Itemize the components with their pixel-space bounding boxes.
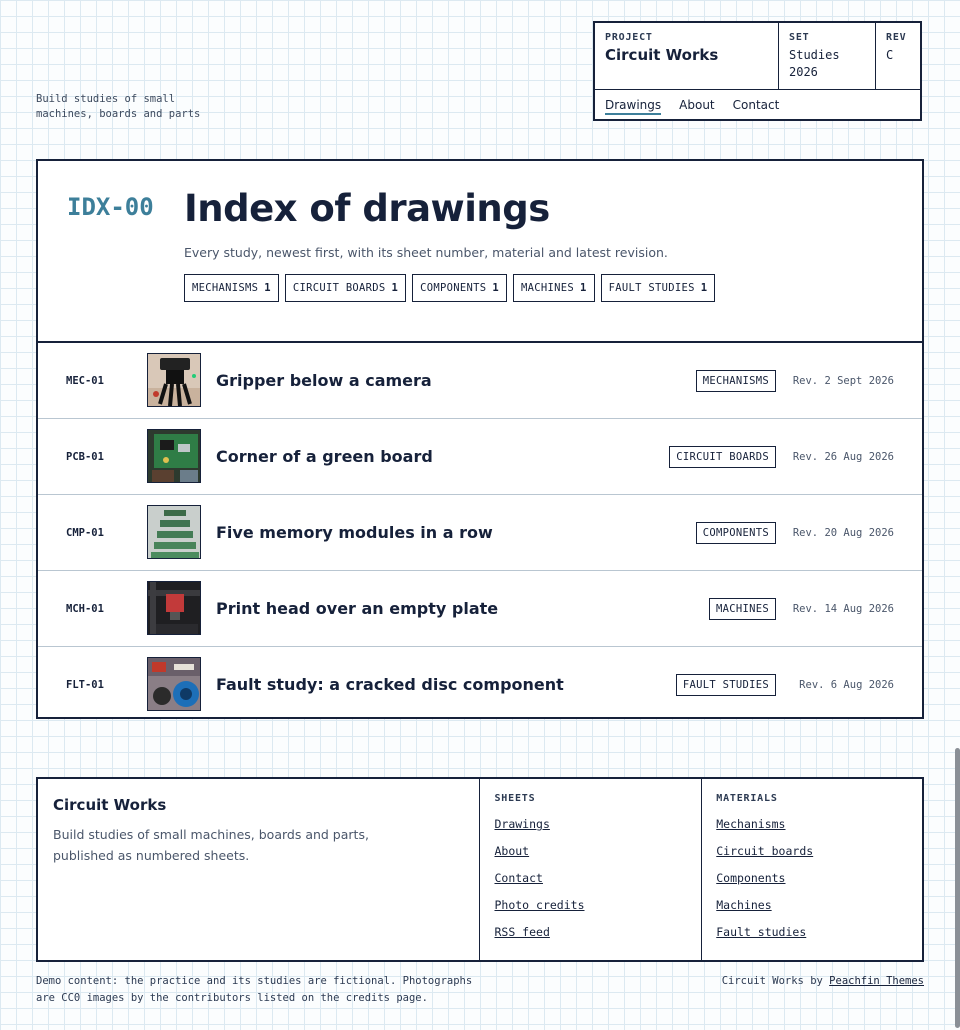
filter-label: CIRCUIT BOARDS: [292, 282, 386, 294]
footer-link-photo-credits[interactable]: Photo credits: [494, 898, 585, 912]
filter-count: 1: [492, 282, 500, 294]
drawing-row[interactable]: [38, 571, 922, 647]
drawing-thumbnail: [147, 581, 201, 635]
page-subtitle: Every study, newest first, with its sheet number, material and latest revision.: [184, 245, 668, 260]
footer-link-about[interactable]: About: [494, 844, 530, 858]
drawings-index: [36, 159, 924, 719]
drawing-row[interactable]: [38, 495, 922, 571]
filter-count: 1: [580, 282, 587, 294]
set-value-line1: Studies: [789, 48, 840, 62]
footer-link-components[interactable]: Components: [716, 871, 786, 885]
nav-contact[interactable]: Contact: [732, 98, 780, 112]
rev-cell: [875, 23, 920, 89]
filter-label: COMPONENTS: [420, 282, 487, 294]
filter-label: FAULT STUDIES: [608, 282, 695, 294]
project-name[interactable]: Circuit Works: [605, 46, 719, 64]
footer-link-drawings[interactable]: Drawings: [494, 817, 550, 831]
demo-note: Demo content: the practice and its studies are fictional. Photographs are CC0 images by the contributors listed on the credits page.: [36, 975, 473, 1004]
site-tagline: Build studies of small machines, boards and parts: [36, 93, 201, 120]
material-tag[interactable]: COMPONENTS: [696, 522, 776, 544]
footer-sheets: [480, 779, 701, 960]
sheet-number: MCH-01: [66, 602, 104, 615]
footer-materials-heading: MATERIALS: [716, 793, 778, 804]
index-code: IDX-00: [67, 193, 154, 221]
rev-value: C: [886, 48, 894, 62]
filter-count: 1: [700, 282, 708, 294]
revision-date: Rev. 2 Sept 2026: [792, 374, 894, 387]
set-value-line2: 2026: [789, 65, 818, 79]
revision-date: Rev. 20 Aug 2026: [792, 526, 894, 539]
filter-count: 1: [264, 282, 271, 294]
filter-components[interactable]: [412, 274, 507, 302]
drawing-title[interactable]: Print head over an empty plate: [216, 599, 499, 618]
revision-date: Rev. 26 Aug 2026: [792, 450, 894, 463]
footer-brand-name[interactable]: Circuit Works: [53, 796, 167, 814]
revision-date: Rev. 14 Aug 2026: [792, 602, 894, 615]
footer-link-fault-studies[interactable]: Fault studies: [716, 925, 807, 939]
footer-materials: [701, 779, 922, 960]
project-label: PROJECT: [605, 32, 653, 43]
filter-machines[interactable]: [513, 274, 595, 302]
drawing-thumbnail: [147, 657, 201, 711]
nav-about[interactable]: About: [679, 98, 715, 112]
filter-mechanisms[interactable]: [184, 274, 279, 302]
credit-prefix: Circuit Works by: [721, 975, 823, 987]
main-nav: [595, 90, 920, 123]
drawing-thumbnail: [147, 505, 201, 559]
filter-label: MACHINES: [521, 282, 574, 294]
footer-link-circuit-boards[interactable]: Circuit boards: [716, 844, 814, 858]
filter-circuit-boards[interactable]: [285, 274, 406, 302]
set-label: SET: [789, 32, 810, 43]
revision-date: Rev. 6 Aug 2026: [799, 678, 894, 691]
drawing-thumbnail: [147, 353, 201, 407]
footer-description: Build studies of small machines, boards and parts, published as numbered sheets.: [53, 827, 369, 863]
drawing-row[interactable]: [38, 419, 922, 495]
drawing-thumbnail: [147, 429, 201, 483]
nav-drawings[interactable]: Drawings: [605, 98, 661, 115]
footer-link-machines[interactable]: Machines: [716, 898, 772, 912]
set-cell: [778, 23, 875, 89]
sheet-number: FLT-01: [66, 678, 104, 691]
title-block: [593, 21, 922, 121]
footer-link-rss-feed[interactable]: RSS feed: [494, 925, 550, 939]
index-header: [38, 161, 922, 343]
footer-sheets-heading: SHEETS: [494, 793, 536, 804]
sheet-number: CMP-01: [66, 526, 104, 539]
drawing-row[interactable]: [38, 343, 922, 419]
site-footer: [36, 777, 924, 962]
drawing-title[interactable]: Fault study: a cracked disc component: [216, 675, 564, 694]
footer-link-mechanisms[interactable]: Mechanisms: [716, 817, 786, 831]
theme-credit: [722, 973, 924, 990]
material-tag[interactable]: MACHINES: [709, 598, 776, 620]
credit-link[interactable]: Peachfin Themes: [829, 975, 924, 987]
page-scrollbar[interactable]: [955, 748, 960, 1028]
drawing-list: [38, 343, 922, 722]
filter-chips: [184, 274, 715, 302]
drawing-title[interactable]: Five memory modules in a row: [216, 523, 493, 542]
sheet-number: PCB-01: [66, 450, 104, 463]
page-title: Index of drawings: [184, 187, 550, 230]
material-tag[interactable]: CIRCUIT BOARDS: [669, 446, 776, 468]
project-cell: [595, 23, 778, 89]
footer-link-contact[interactable]: Contact: [494, 871, 543, 885]
rev-label: REV: [886, 32, 907, 43]
drawing-title[interactable]: Gripper below a camera: [216, 371, 432, 390]
drawing-row[interactable]: [38, 647, 922, 722]
footer-brand: [38, 779, 480, 960]
material-tag[interactable]: FAULT STUDIES: [676, 674, 776, 696]
material-tag[interactable]: MECHANISMS: [696, 370, 776, 392]
drawing-title[interactable]: Corner of a green board: [216, 447, 433, 466]
filter-fault-studies[interactable]: [601, 274, 716, 302]
filter-count: 1: [391, 282, 399, 294]
filter-label: MECHANISMS: [192, 282, 259, 294]
sheet-number: MEC-01: [66, 374, 104, 387]
